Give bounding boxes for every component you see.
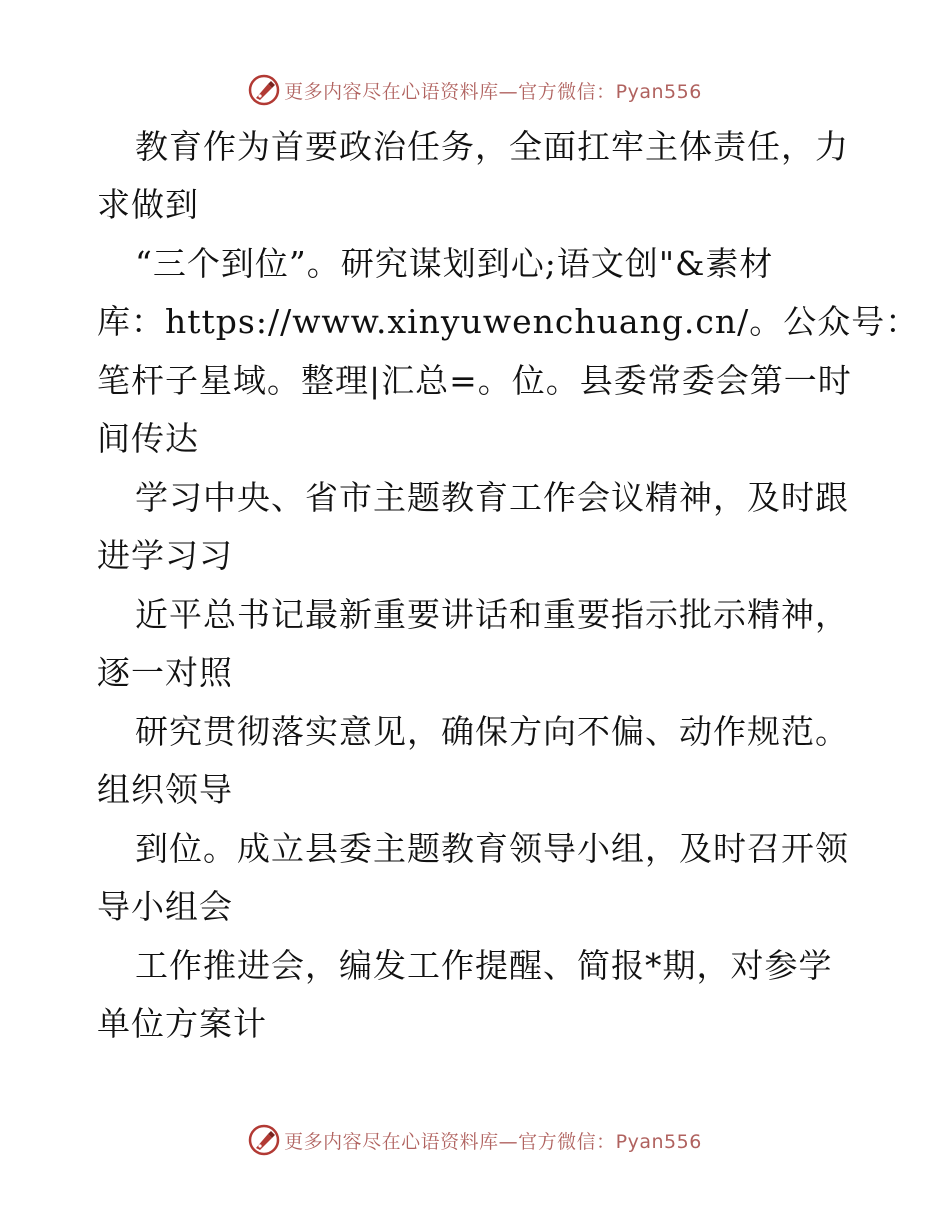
footer-watermark xyxy=(0,1120,950,1160)
body-line: 笔杆子星域。整理|汇总=。位。县委常委会第一时 xyxy=(97,361,852,400)
body-line: 到位。成立县委主题教育领导小组，及时召开领 xyxy=(135,829,849,868)
body-line: 组织领导 xyxy=(97,770,233,809)
footer-watermark-text: 更多内容尽在心语资料库—官方微信：Pyan556 xyxy=(284,1130,702,1153)
body-line: 导小组会 xyxy=(97,887,233,926)
body-line: 逐一对照 xyxy=(97,653,233,692)
body-line: “三个到位”。研究谋划到心;语文创"&素材 xyxy=(135,244,774,283)
body-line: 求做到 xyxy=(97,185,199,224)
header-watermark-text: 更多内容尽在心语资料库—官方微信：Pyan556 xyxy=(284,80,702,103)
pen-logo-icon xyxy=(248,74,280,106)
pen-logo-icon xyxy=(248,1124,280,1156)
body-line: 进学习习 xyxy=(97,536,233,575)
body-line: 研究贯彻落实意见，确保方向不偏、动作规范。 xyxy=(135,712,849,751)
body-line: 库：https://www.xinyuwenchuang.cn/。公众号： xyxy=(97,302,920,341)
body-line: 单位方案计 xyxy=(97,1004,267,1043)
header-watermark xyxy=(0,70,950,110)
body-line: 教育作为首要政治任务，全面扛牢主体责任，力 xyxy=(135,127,849,166)
body-line: 间传达 xyxy=(97,419,199,458)
body-line: 近平总书记最新重要讲话和重要指示批示精神， xyxy=(135,595,849,634)
body-line: 工作推进会，编发工作提醒、简报*期，对参学 xyxy=(135,946,833,985)
body-line: 学习中央、省市主题教育工作会议精神，及时跟 xyxy=(135,478,849,517)
